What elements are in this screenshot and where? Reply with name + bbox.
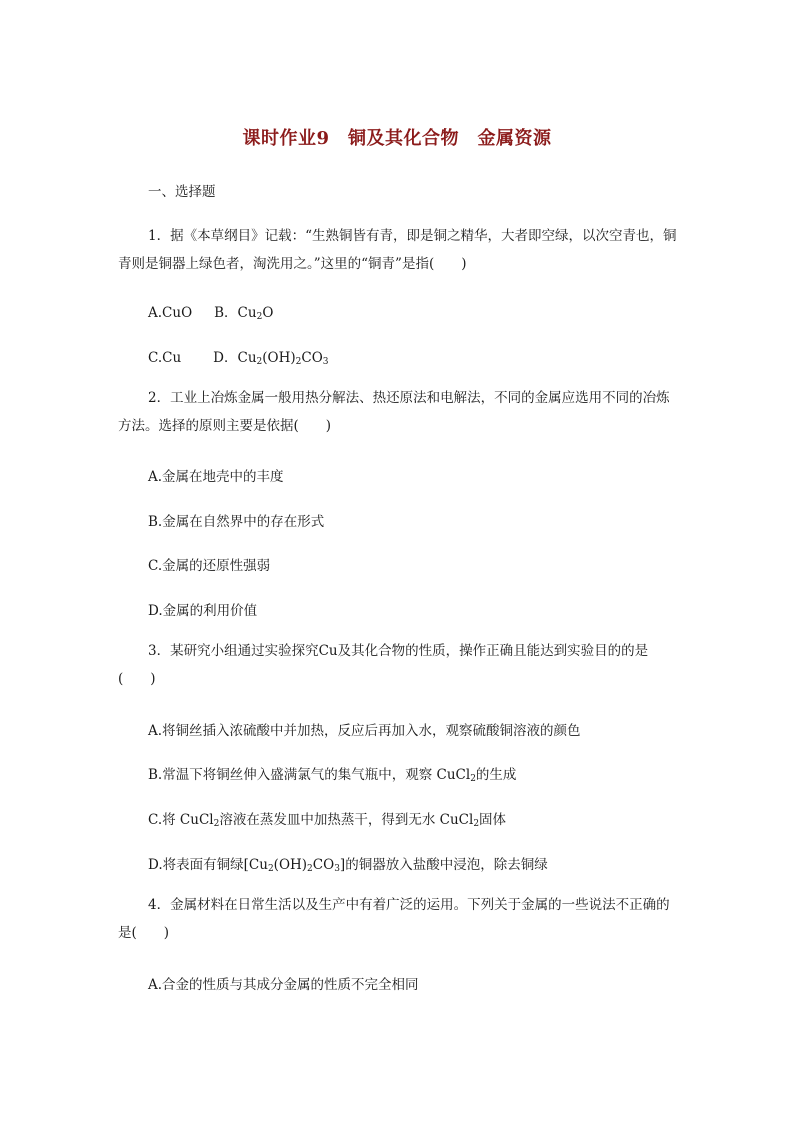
q2-option-c: C.金属的还原性强弱 — [148, 558, 271, 574]
page-title: 课时作业9 铜及其化合物 金属资源 — [242, 128, 552, 149]
question-2-stem: 2．工业上冶炼金属一般用热分解法、热还原法和电解法，不同的金属应选用不同的冶炼方法。选择的原则主要是依据( ) — [118, 390, 670, 434]
question-1-stem: 1．据《本草纲目》记载：“生熟铜皆有青，即是铜之精华，大者即空绿，以次空青也，铜青则是铜器上绿色者，淘洗用之。”这里的“铜青”是指( ) — [118, 228, 677, 272]
q1-option-a: A.CuO — [148, 305, 193, 321]
q3-option-c: C.将 CuCl$_2$溶液在蒸发皿中加热蒸干，得到无水 CuCl$_2$固体 — [148, 812, 507, 829]
section-heading: 一、选择题 — [148, 184, 216, 200]
question-4-stem: 4．金属材料在日常生活以及生产中有着广泛的运用。下列关于金属的一些说法不正确的是( ) — [118, 897, 670, 941]
q1-option-c: C.Cu — [148, 350, 182, 366]
q2-option-b: B.金属在自然界中的存在形式 — [148, 514, 325, 530]
question-1-options-ab — [148, 301, 273, 321]
q2-option-d: D.金属的利用价值 — [148, 603, 258, 619]
question-1-options-cd — [148, 346, 329, 366]
q4-option-a: A.合金的性质与其成分金属的性质不完全相同 — [148, 977, 419, 993]
q3-option-d: D.将表面有铜绿$[Cu_2(OH)_2CO_3]$的铜器放入盐酸中浸泡，除去铜绿 — [148, 857, 548, 874]
question-3-stem: 3．某研究小组通过实验探究Cu及其化合物的性质，操作正确且能达到实验目的的是( ) — [118, 643, 649, 687]
q3-option-a: A.将铜丝插入浓硫酸中并加热，反应后再加入水，观察硫酸铜溶液的颜色 — [148, 723, 581, 739]
q1-option-d: D．$Cu_2(OH)_2CO_3$ — [213, 350, 329, 367]
q3-option-b: B.常温下将铜丝伸入盛满氯气的集气瓶中，观察 CuCl$_2$的生成 — [148, 767, 517, 784]
q2-option-a: A.金属在地壳中的丰度 — [148, 469, 284, 485]
q1-option-b: B．$Cu_2O$ — [214, 305, 274, 322]
